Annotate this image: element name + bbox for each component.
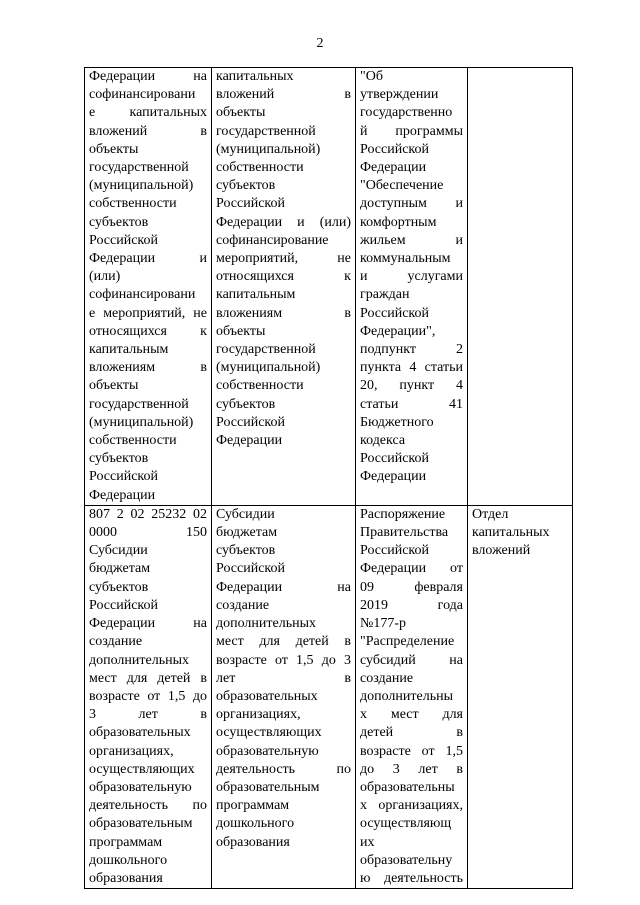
responsible-dept-cell (468, 505, 573, 888)
text-line: субъектов (89, 579, 149, 595)
text-line: субъектов (89, 451, 149, 467)
text-line: "Об (360, 69, 383, 84)
text-line: образовательных (89, 725, 191, 741)
text-line: Отдел (472, 506, 509, 522)
legal-basis-cell (356, 68, 468, 506)
text-line: дополнительных (216, 616, 317, 632)
text-line: вложений (472, 543, 531, 559)
text-line: Российской (216, 196, 285, 212)
text-line: программам (216, 798, 290, 814)
text-line: вложений в (89, 123, 207, 139)
text-line: государственно (360, 105, 453, 121)
text-line: Российской (360, 543, 429, 559)
text-line: Федерации и (или) (216, 214, 351, 230)
text-line: образовательны (360, 779, 455, 795)
text-line: собственности (216, 378, 304, 394)
text-line: Федерации", (360, 323, 436, 339)
description-cell (212, 68, 356, 506)
text-line: образовательных (216, 688, 318, 704)
text-line: до 3 лет в (360, 761, 463, 777)
text-line: Федерации на (89, 616, 207, 632)
text-line: ю деятельность (360, 870, 463, 886)
text-line: 2019 года (360, 597, 463, 613)
text-line: (или) (89, 269, 121, 285)
text-line: дошкольного (89, 852, 168, 868)
text-line: субсидий на (360, 652, 463, 668)
text-line: граждан (360, 287, 410, 303)
text-line: дополнительны (360, 688, 454, 704)
table-row (85, 68, 573, 506)
text-line: Российской (216, 414, 285, 430)
text-line: "Распределение (360, 634, 455, 650)
text-line: доступным и (360, 196, 463, 212)
text-line: Федерации (360, 469, 427, 485)
text-line: субъектов (216, 543, 276, 559)
text-line: Субсидии (216, 506, 275, 522)
text-line: Федерации от (360, 561, 463, 577)
text-line: пункта 4 статьи (360, 360, 463, 376)
text-line: Федерации (216, 433, 283, 449)
text-line: х организациях, (360, 798, 463, 814)
text-line: (муниципальной) (89, 178, 194, 194)
text-line: образовательну (360, 852, 453, 868)
text-line: е мероприятий, не (89, 305, 207, 321)
text-line: организациях, (89, 743, 174, 759)
text-line: объекты (216, 323, 266, 339)
text-line: субъектов (216, 178, 276, 194)
text-line: капитальных (216, 69, 294, 84)
text-line: субъектов (89, 214, 149, 230)
text-line: мероприятий, не (216, 251, 351, 267)
text-line: государственной (216, 123, 316, 139)
text-line: Федерации (360, 160, 427, 176)
text-line: возрасте от 1,5 до 3 (216, 652, 351, 668)
text-line: коммунальным (360, 251, 451, 267)
budget-table (84, 67, 573, 889)
text-line: (муниципальной) (216, 360, 321, 376)
text-line: осуществляющ (360, 816, 452, 832)
text-line: Российской (360, 305, 429, 321)
text-line: "Обеспечение (360, 178, 444, 194)
text-line: Субсидии (89, 543, 148, 559)
text-line: организациях, (216, 707, 301, 723)
text-line: их (360, 834, 375, 850)
text-line: капитальным (89, 342, 169, 358)
text-line: жильем и (360, 232, 463, 248)
text-line: возрасте от 1,5 (360, 743, 463, 759)
text-line: осуществляющих (216, 725, 322, 741)
text-line: Российской (360, 451, 429, 467)
text-line: 09 февраля (360, 579, 463, 595)
text-line: 807 2 02 25232 02 (89, 506, 207, 522)
text-line: программам (89, 834, 163, 850)
responsible-dept-cell (468, 68, 573, 506)
text-line: государственной (89, 396, 189, 412)
text-line: софинансировани (89, 287, 196, 303)
text-line: утверждении (360, 87, 439, 103)
text-line: собственности (89, 433, 177, 449)
text-line: №177-р (360, 616, 407, 632)
text-line: собственности (216, 160, 304, 176)
text-line: возрасте от 1,5 до (89, 688, 207, 704)
text-line: софинансирование (216, 232, 329, 248)
text-line: Российской (89, 469, 158, 485)
text-line: Бюджетного (360, 414, 434, 430)
text-line: капитальным (216, 287, 296, 303)
text-line: (муниципальной) (89, 414, 194, 430)
text-line: мест для детей в (89, 670, 207, 686)
text-line: 20, пункт 4 (360, 378, 463, 394)
text-line: государственной (89, 160, 189, 176)
text-line: Российской (89, 597, 158, 613)
text-line: Федерации (89, 487, 156, 503)
text-line: образовательную (89, 779, 192, 795)
description-cell (212, 505, 356, 888)
text-line: подпункт 2 (360, 342, 463, 358)
text-line: создание (89, 634, 143, 650)
text-line: софинансировани (89, 87, 196, 103)
text-line: бюджетам (216, 525, 278, 541)
text-line: объекты (216, 105, 266, 121)
text-line: лет в (216, 670, 351, 686)
text-line: 3 лет в (89, 707, 207, 723)
text-line: Федерации на (216, 579, 351, 595)
text-line: деятельность по (216, 761, 351, 777)
text-line: субъектов (216, 396, 276, 412)
text-line: образовательным (89, 816, 193, 832)
code-name-cell (85, 68, 212, 506)
text-line: детей в (360, 725, 463, 741)
legal-basis-cell (356, 505, 468, 888)
text-line: вложениям в (89, 360, 207, 376)
text-line: й программы (360, 123, 463, 139)
text-line: вложениям в (216, 305, 351, 321)
text-line: комфортным (360, 214, 437, 230)
text-line: дополнительных (89, 652, 190, 668)
text-line: Российской (216, 561, 285, 577)
text-line: образовательным (216, 779, 320, 795)
text-line: и услугами (360, 269, 463, 285)
text-line: 0000 150 (89, 525, 207, 541)
text-line: Распоряжение (360, 506, 446, 522)
page-number: 2 (316, 36, 324, 51)
text-line: создание (360, 670, 414, 686)
code-name-cell (85, 505, 212, 888)
text-line: вложений в (216, 87, 351, 103)
text-line: статьи 41 (360, 396, 463, 412)
text-line: относящихся к (89, 323, 207, 339)
text-line: Российской (89, 232, 158, 248)
text-line: дошкольного (216, 816, 295, 832)
text-line: государственной (216, 342, 316, 358)
text-line: кодекса (360, 433, 406, 449)
text-line: относящихся к (216, 269, 351, 285)
text-line: объекты (89, 378, 139, 394)
text-line: бюджетам (89, 561, 151, 577)
text-line: х мест для (360, 707, 463, 723)
text-line: создание (216, 597, 270, 613)
text-line: (муниципальной) (216, 141, 321, 157)
text-line: собственности (89, 196, 177, 212)
text-line: мест для детей в (216, 634, 351, 650)
text-line: образовательную (216, 743, 319, 759)
text-line: деятельность по (89, 798, 207, 814)
text-line: Федерации и (89, 251, 207, 267)
text-line: е капитальных (89, 105, 207, 121)
text-line: Правительства (360, 525, 449, 541)
text-line: осуществляющих (89, 761, 195, 777)
text-line: Российской (360, 141, 429, 157)
text-line: объекты (89, 141, 139, 157)
text-line: Федерации на (89, 69, 207, 84)
text-line: образования (89, 870, 163, 886)
text-line: образования (216, 834, 290, 850)
table-row (85, 505, 573, 888)
text-line: капитальных (472, 525, 550, 541)
